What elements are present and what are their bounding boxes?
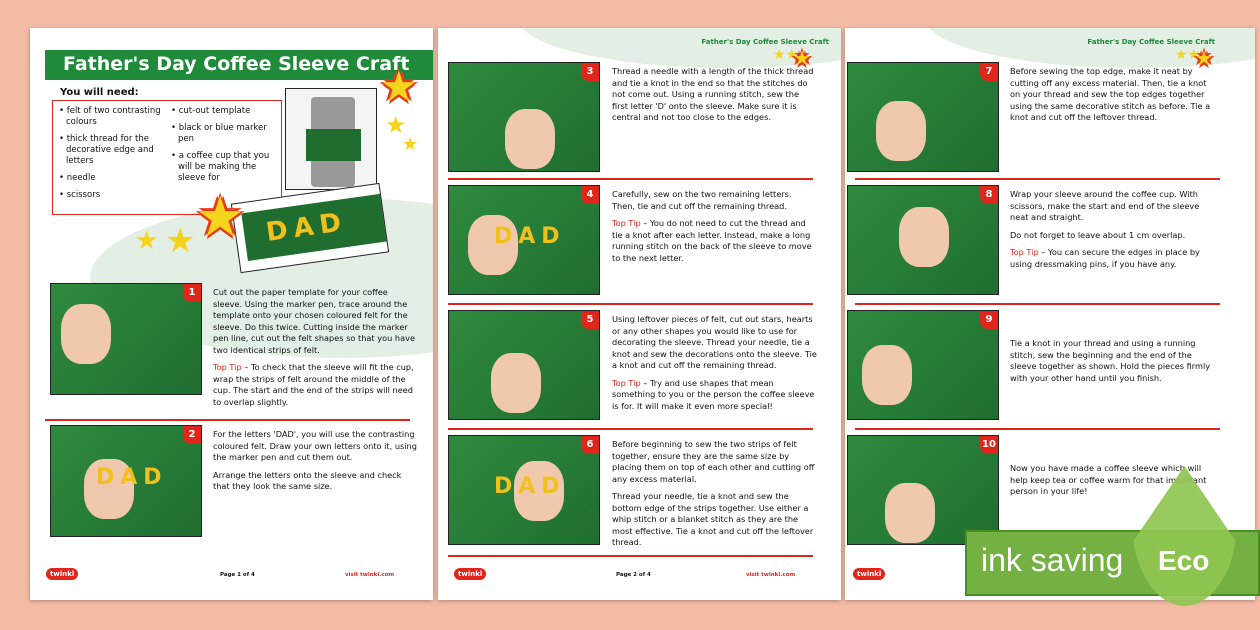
step-paragraph: Carefully, sew on the two remaining letters. Then, tie and cut off the remaining thread. [612,189,792,211]
photo-letters: DAD [494,223,566,249]
page-2 [438,28,841,600]
top-tip-text: – You do not need to cut the thread and tie a knot after each letter. Instead, make a long running stitch on the back of the sleeve to move to the next letter. [612,218,812,263]
step-number: 1 [183,284,201,302]
materials-item: • a coffee cup that you will be making the sleeve for [171,151,270,183]
visit-link[interactable]: visit twinkl.com [746,572,796,578]
step-number: 6 [581,436,599,454]
page-1 [30,28,433,600]
step-photo [847,185,999,295]
step-number: 10 [980,436,998,454]
star-icon: ★ [1195,46,1213,70]
step-number: 7 [980,63,998,81]
top-tip [612,378,817,413]
materials-item: • black or blue marker pen [171,123,267,144]
star-icon: ★ [195,185,246,250]
page-title: Father's Day Coffee Sleeve Craft [45,50,433,80]
hand-image [862,345,912,405]
star-icon: ★ [402,134,419,155]
step-text [213,429,418,499]
star-icon: ★ [165,221,196,261]
step-photo [50,283,202,395]
step-photo [847,310,999,420]
top-tip [213,362,418,408]
step-text [213,287,418,414]
hand-image [61,304,111,364]
step-number: 2 [183,426,201,444]
top-tip-label: Top Tip [1010,247,1039,257]
materials-item: • scissors [59,190,101,200]
step-paragraph: Arrange the letters onto the sleeve and check that they look the same size. [213,469,402,491]
photo-letters: DAD [96,464,168,490]
page-header: Father's Day Coffee Sleeve Craft [701,38,829,46]
step-paragraph: Before beginning to sew the two strips of felt together, ensure they are the same size by placing them on top of each other and cutting off any excess material. [612,439,815,484]
star-icon: ★ [380,62,418,111]
step-paragraph: Thread a needle with a length of the thick thread and tie a knot in the end so that the stitches do not come out. Using a running stitch, sew the first letter 'D' onto the sleeve. Make sure it is central and not too close to the edges. [612,66,814,122]
step-text [612,314,817,418]
top-tip-label: Top Tip [213,362,242,372]
step-paragraph: Now you have made a coffee sleeve which will help keep tea or coffee warm for that important person in your life! [1010,463,1207,496]
step-text [612,66,817,130]
top-tip-text: – You can secure the edges in place by using dressmaking pins, if you have any. [1010,247,1200,269]
step-photo [448,62,600,172]
step-number: 4 [581,186,599,204]
divider [448,555,813,557]
step-paragraph: Cut out the paper template for your coffee sleeve. Using the marker pen, trace around the template onto your chosen coloured felt for the sleeve. Do this twice. Cutting inside the marker pen line, cut out the felt shapes so that you have two identical strips of felt. [213,287,415,355]
star-icon: ★★ [773,47,799,63]
step-paragraph: Before sewing the top edge, make it neat by cutting off any excess material. Then, tie a knot on your thread and sew the top edges together using the same decorative stitch as before. Tie a knot and cut off the leftover thread. [1010,66,1211,122]
step-photo [448,310,600,420]
step-text [1010,189,1215,276]
hand-image [491,353,541,413]
step-photo [448,185,600,295]
step-photo [847,435,999,545]
divider [448,178,813,180]
step-number: 5 [581,311,599,329]
step-number: 9 [980,311,998,329]
page-number: Page 2 of 4 [616,572,651,578]
page-number: Page 1 of 4 [220,572,255,578]
hand-image [505,109,555,169]
divider [448,303,813,305]
materials-heading: You will need: [60,87,139,98]
step-paragraph: Thread your needle, tie a knot and sew the bottom edge of the strips together. Use either a whip stitch or a blanket stitch as they are the most effective. Tie a knot and cut off the leftover thread. [612,491,814,547]
top-tip-label: Top Tip [612,377,641,388]
star-icon: ★ [135,226,159,256]
star-icon: ★ [385,111,407,139]
materials-item: • needle [59,173,96,183]
divider [855,428,1220,430]
twinkl-logo: twinkl [46,568,78,580]
materials-item: • thick thread for the decorative edge and letters [59,134,154,166]
step-photo [847,62,999,172]
top-tip [1010,247,1215,270]
top-tip-text: – Try and use shapes that mean something to you or the person the coffee sleeve is for. It will make it even more special! [612,377,815,411]
divider [855,178,1220,180]
cup-photo [285,88,377,190]
page-header: Father's Day Coffee Sleeve Craft [1087,38,1215,46]
star-icon: ★★ [1175,47,1201,63]
step-photo [448,435,600,545]
photo-letters: DAD [494,473,566,499]
divider [45,419,410,421]
step-text [612,189,817,270]
step-photo [50,425,202,537]
step-paragraph: Do not forget to leave about 1 cm overlap. [1010,229,1186,240]
step-number: 8 [980,186,998,204]
step-text [1010,66,1215,130]
eco-badge: Eco [1158,545,1210,576]
hand-image [885,483,935,543]
twinkl-logo: twinkl [853,568,885,580]
top-tip [612,218,817,264]
ink-saving-label: ink saving [981,542,1124,578]
twinkl-logo: twinkl [454,568,486,580]
step-text [1010,338,1215,390]
top-tip-label: Top Tip [612,218,641,228]
materials-item: • cut-out template [171,106,251,116]
step-text [612,439,817,555]
divider [448,428,813,430]
divider [855,303,1220,305]
hand-image [899,207,949,267]
sleeve-photo: DAD [231,183,389,273]
step-number: 3 [581,63,599,81]
visit-link[interactable]: visit twinkl.com [345,572,395,578]
materials-item: • felt of two contrasting colours [59,106,161,127]
step-paragraph: For the letters 'DAD', you will use the contrasting coloured felt. Draw your own letters onto it, using the marker pen and cut them out. [213,429,417,462]
top-tip-text: – To check that the sleeve will fit the cup, wrap the strips of felt around the middle of the cup. The start and the end of the strips will need to overlap slightly. [213,362,414,407]
step-paragraph: Using leftover pieces of felt, cut out stars, hearts or any other shapes you would like to use for decorating the sleeve. Thread your needle, tie a knot and sew the decorations onto the sleeve. Tie a knot and cut off the remaining thread. [612,314,817,370]
star-icon: ★ [793,46,811,70]
step-paragraph: Wrap your sleeve around the coffee cup. With scissors, make the start and end of the sleeve neat and straight. [1010,189,1200,222]
materials-list [52,100,282,215]
step-paragraph: Tie a knot in your thread and using a running stitch, sew the beginning and the end of the sleeve together as shown. Hold the pieces firmly with your other hand until you finish. [1010,338,1211,383]
hand-image [876,101,926,161]
